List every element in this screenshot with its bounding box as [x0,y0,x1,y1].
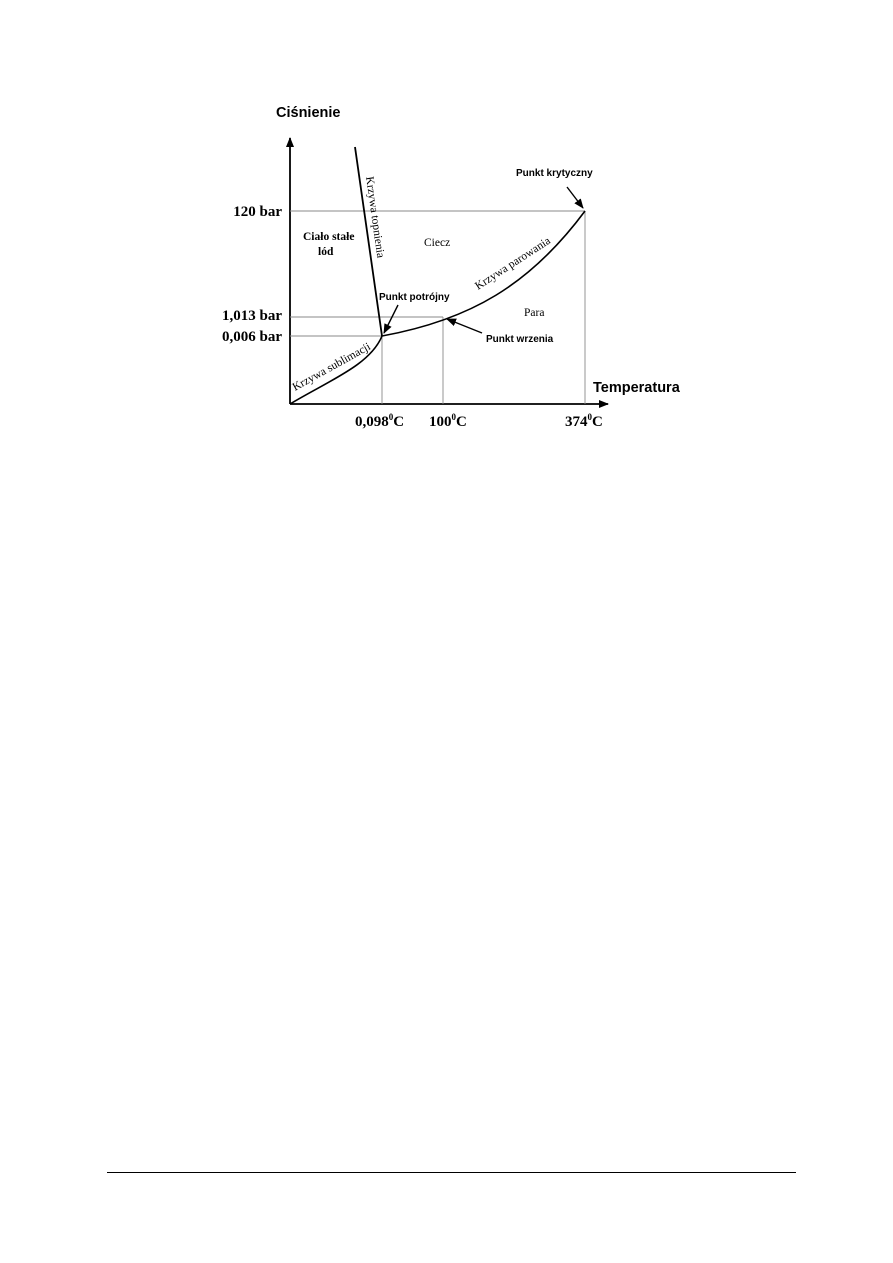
footer-rule [107,1172,796,1173]
boiling-point-label: Punkt wrzenia [486,334,554,345]
critical-point-arrow [567,187,583,208]
x-tick-100c: $100^0C$ [429,412,467,430]
region-liquid-label: Ciecz [424,237,451,249]
y-tick-0006bar: 0,006 bar [222,329,282,345]
region-ice-label: lód [318,246,334,258]
triple-point-label: Punkt potrójny [379,292,450,303]
x-axis-label: Temperatura [593,380,680,396]
x-tick-374c: $374^0C$ [565,412,603,430]
y-tick-120bar: 120 bar [233,204,282,220]
y-axis-label: Ciśnienie [276,105,341,121]
boiling-point-arrow [447,319,482,333]
melting-curve-label: Krzywa topnienia [363,175,387,259]
sublimation-curve-label: Krzywa sublimacji [290,340,373,394]
triple-point-arrow [384,305,398,333]
vaporization-curve-label: Krzywa parowania [473,234,553,293]
x-tick-0098c: 0,098$^0$C [355,412,405,430]
critical-point-label: Punkt krytyczny [516,168,593,179]
y-tick-1013bar: 1,013 bar [222,308,282,324]
region-vapor-label: Para [524,307,545,319]
region-solid-label: Ciało stałe [303,231,355,243]
